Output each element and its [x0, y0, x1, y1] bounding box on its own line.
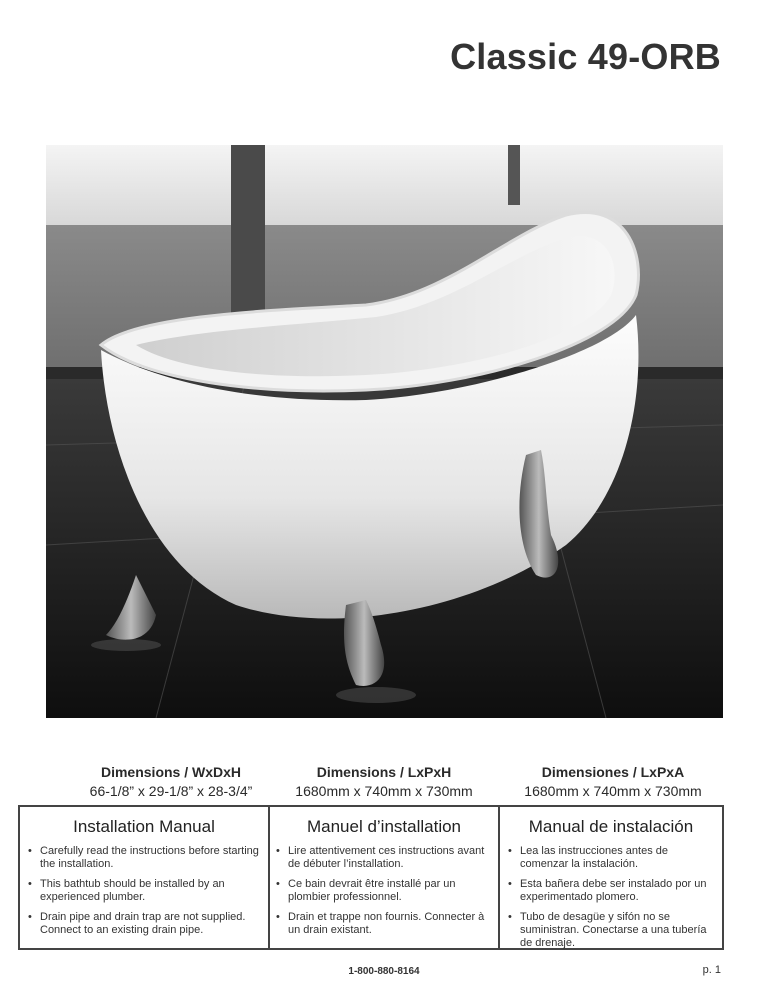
instruction-list: [274, 845, 494, 937]
bathtub-photo: [46, 145, 723, 718]
installation-manual-en: [18, 805, 270, 950]
dimensions-metric-es: [508, 763, 718, 801]
dimensions-metric-fr: [279, 763, 489, 801]
dimensions-imperial: [66, 763, 276, 801]
document-title: Classic 49-ORB: [450, 36, 721, 77]
list-item: • This bathtub should be installed by an experienced plumber.: [26, 878, 262, 904]
dimensions-value: 1680mm x 740mm x 730mm: [524, 783, 702, 799]
instruction-list: [506, 845, 716, 950]
dimensions-heading: Dimensions / WxDxH: [100, 764, 242, 780]
section-heading: Manuel d’installation: [306, 817, 462, 836]
page-number: p. 1: [702, 964, 721, 976]
installation-manual-es: [498, 805, 724, 950]
section-heading: Installation Manual: [73, 817, 215, 836]
list-item: • Tubo de desagüe y sifón no se suministran. Conectarse a una tubería de drenaje.: [506, 911, 716, 950]
list-item: • Esta bañera debe ser instalado por un experimentado plomero.: [506, 878, 716, 904]
dimensions-value: 1680mm x 740mm x 730mm: [295, 783, 473, 799]
list-item: • Drain et trappe non fournis. Connecter à un drain existant.: [274, 911, 494, 937]
list-item: • Lea las instrucciones antes de comenzar la instalación.: [506, 845, 716, 871]
dimensions-value: 66-1/8” x 29-1/8” x 28-3/4”: [89, 783, 253, 799]
dimensions-heading: Dimensiones / LxPxA: [541, 764, 685, 780]
section-heading: Manual de instalación: [528, 817, 694, 836]
instruction-list: [26, 845, 262, 937]
list-item: • Lire attentivement ces instructions avant de débuter l’installation.: [274, 845, 494, 871]
bathtub-illustration: [46, 145, 723, 718]
list-item: • Ce bain devrait être installé par un plombier professionnel.: [274, 878, 494, 904]
list-item: • Carefully read the instructions before starting the installation.: [26, 845, 262, 871]
list-item: • Drain pipe and drain trap are not supplied. Connect to an existing drain pipe.: [26, 911, 262, 937]
phone-number: 1-800-880-8164: [348, 966, 420, 977]
dimensions-heading: Dimensions / LxPxH: [316, 764, 452, 780]
installation-manual-fr: [268, 805, 500, 950]
